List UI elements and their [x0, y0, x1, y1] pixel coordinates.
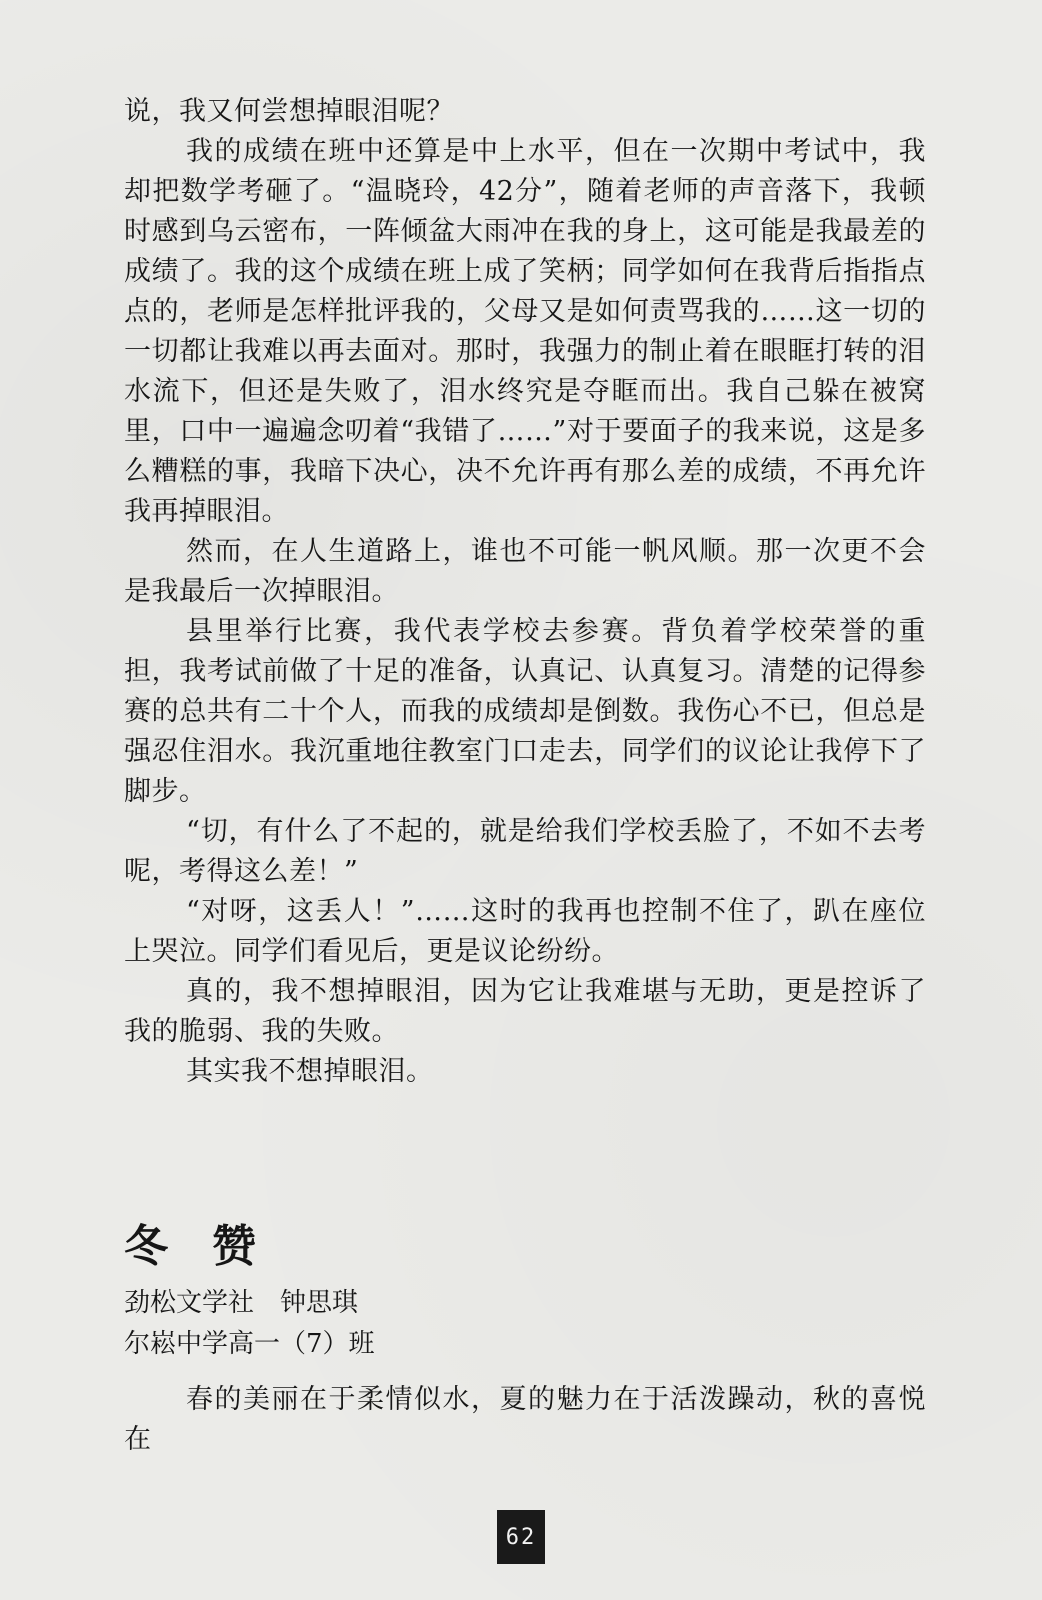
class-line: 尔崧中学高一（7）班 — [124, 1329, 375, 1359]
author-line: 劲松文学社 钟思琪 — [124, 1288, 359, 1318]
page-number: 62 — [505, 1524, 537, 1550]
paragraph-2: 然而，在人生道路上，谁也不可能一帆风顺。那一次更不会是我最后一次掉眼泪。 — [124, 536, 926, 607]
article-2-body — [124, 1380, 926, 1460]
article-title: 冬赞 — [124, 1221, 300, 1272]
article-body — [124, 92, 926, 1092]
paragraph-6: 真的，我不想掉眼泪，因为它让我难堪与无助，更是控诉了我的脆弱、我的失败。 — [124, 976, 926, 1047]
article-2-paragraph-0: 春的美丽在于柔情似水，夏的魅力在于活泼躁动，秋的喜悦在 — [124, 1384, 926, 1455]
paragraph-1: 我的成绩在班中还算是中上水平，但在一次期中考试中，我却把数学考砸了。“温晓玲，42分”，随着老师的声音落下，我顿时感到乌云密布，一阵倾盆大雨冲在我的身上，这可能是我最差的成绩了。我的这个成绩在班上成了笑柄；同学如何在我背后指指点点的，老师是怎样批评我的，父母又是如何责骂我的……这一切的一切都让我难以再去面对。那时，我强力的制止着在眼眶打转的泪水流下，但还是失败了，泪水终究是夺眶而出。我自己躲在被窝里，口中一遍遍念叨着“我错了……”对于要面子的我来说，这是多么糟糕的事，我暗下决心，决不允许再有那么差的成绩，不再允许我再掉眼泪。 — [124, 136, 926, 527]
page-number-badge — [497, 1510, 545, 1564]
paragraph-4: “切，有什么了不起的，就是给我们学校丢脸了，不如不去考呢，考得这么差！” — [124, 816, 926, 887]
paragraph-7: 其实我不想掉眼泪。 — [186, 1056, 434, 1087]
paragraph-3: 县里举行比赛，我代表学校去参赛。背负着学校荣誉的重担，我考试前做了十足的准备，认真记、认真复习。清楚的记得参赛的总共有二十个人，而我的成绩却是倒数。我伤心不已，但总是强忍住泪水。我沉重地往教室门口走去，同学们的议论让我停下了脚步。 — [124, 616, 926, 807]
paragraph-0: 说，我又何尝想掉眼泪呢？ — [124, 96, 454, 127]
paragraph-5: “对呀，这丢人！”……这时的我再也控制不住了，趴在座位上哭泣。同学们看见后，更是议论纷纷。 — [124, 896, 926, 967]
